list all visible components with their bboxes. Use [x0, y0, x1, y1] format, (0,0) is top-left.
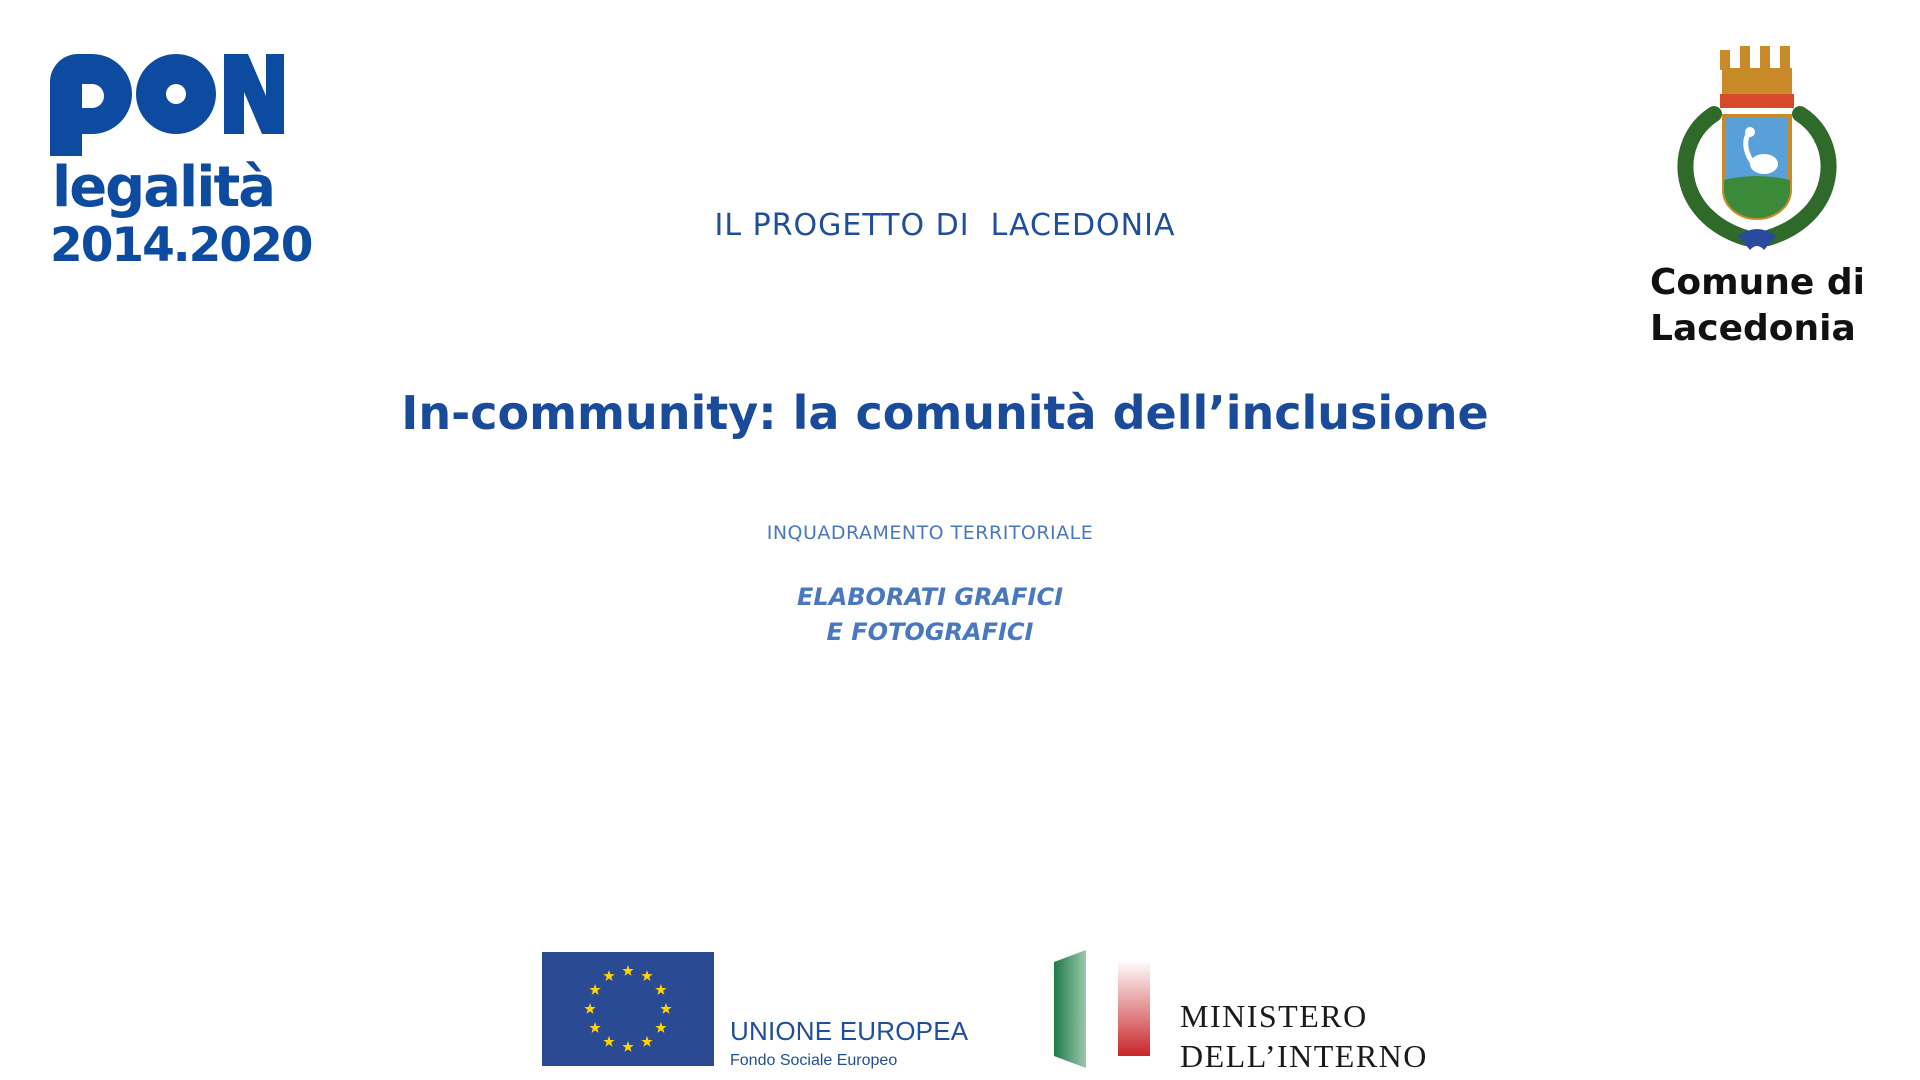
pon-wordmark-icon: [48, 52, 288, 160]
ministry-name: [1180, 996, 1428, 1076]
pon-logo-years: 2014.2020: [50, 218, 312, 273]
project-subtitle: IL PROGETTO DI LACEDONIA: [714, 208, 1176, 243]
graphics-label: [0, 580, 1860, 650]
eu-name: UNIONE EUROPEA: [730, 1016, 969, 1046]
graphics-label-line2: E FOTOGRAFICI: [826, 618, 1034, 646]
ministry-name-line2: DELL’INTERNO: [1180, 1038, 1428, 1074]
section-label: INQUADRAMENTO TERRITORIALE: [766, 522, 1094, 544]
comune-name-line1: Comune di: [1650, 262, 1865, 303]
graphics-label-line1: ELABORATI GRAFICI: [797, 583, 1063, 611]
eu-fund-name: Fondo Sociale Europeo: [730, 1052, 898, 1069]
italian-flag-icon: [1054, 950, 1154, 1068]
eu-flag-icon: [542, 952, 714, 1066]
ministry-name-line1: MINISTERO: [1180, 998, 1368, 1034]
comune-name-line2: Lacedonia: [1650, 308, 1856, 349]
page-title: In-community: la comunità dell’inclusione: [401, 386, 1489, 440]
comune-name: [1650, 260, 1900, 352]
pon-logo-word: legalità: [52, 155, 274, 220]
